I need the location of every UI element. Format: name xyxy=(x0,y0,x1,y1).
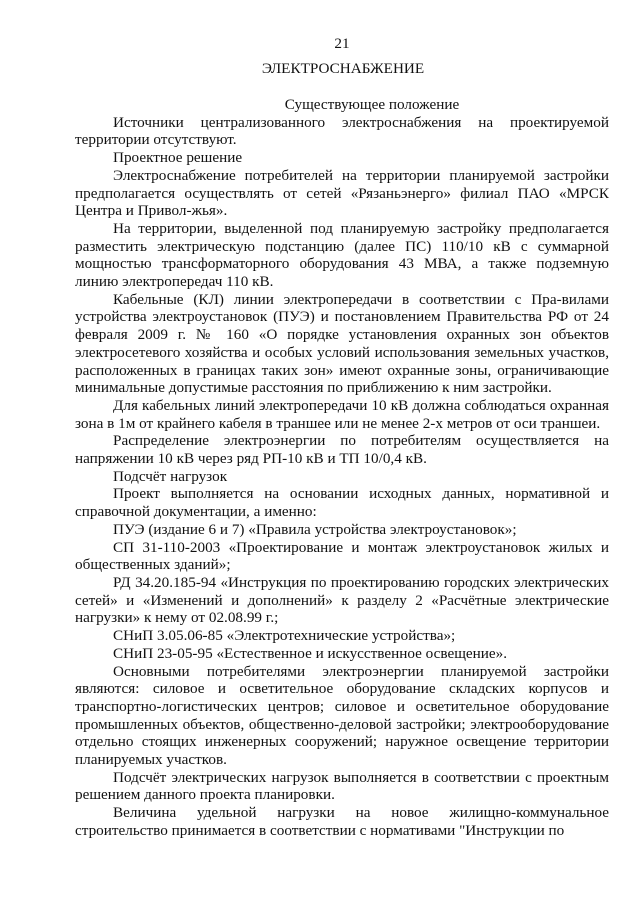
reference-item: СНиП 3.05.06-85 «Электротехнические устройства»; xyxy=(113,627,456,645)
paragraph: Распределение электроэнергии по потребителям осуществляется на напряжении 10 кВ через ряд РП-10 кВ и ТП 10/0,4 кВ. xyxy=(75,432,609,468)
paragraph: На территории, выделенной под планируемую застройку предполагается разместить электрическую подстанцию (далее ПС) 110/10 кВ с суммарной мощностью трансформаторного оборудования 43 МВА, а также подземную линию электропередач 110 кВ. xyxy=(75,219,609,291)
subheading-existing-state: Существующее положение xyxy=(284,96,460,113)
subheading-project-solution: Проектное решение xyxy=(113,149,243,167)
document-body xyxy=(75,96,609,840)
subheading-load-calculation: Подсчёт нагрузок xyxy=(113,467,228,485)
paragraph: Источники централизованного электроснабжения на проектируемой территории отсутствуют. xyxy=(75,113,609,149)
reference-item: ПУЭ (издание 6 и 7) «Правила устройства электроустановок»; xyxy=(113,520,517,538)
paragraph: Кабельные (КЛ) линии электропередачи в соответствии с Пра-вилами устройства электроустановок (ПУЭ) и постановлением Правительства РФ от 24 февраля 2009 г. № 160 «О порядке установления охранных зон объектов электросетевого хозяйства и особых условий использования земельных участков, расположенных в границах таких зон» имеют охранные зоны, ограничивающие минимальные допустимые расстояния по приближению к ним застройки. xyxy=(75,290,609,397)
paragraph: Основными потребителями электроэнергии планируемой застройки являются: силовое и осветительное оборудование складских корпусов и транспортно-логистических центров; силовое и осветительное оборудование промышленных объектов, общественно-деловой застройки; электрооборудование отдельно стоящих инженерных сооружений; наружное освещение территории планируемых участков. xyxy=(75,662,609,769)
paragraph: Подсчёт электрических нагрузок выполняется в соответствии с проектным решением данного проекта планировки. xyxy=(75,768,609,804)
page-number: 21 xyxy=(334,35,350,52)
paragraph: Проект выполняется на основании исходных данных, нормативной и справочной документации, а именно: xyxy=(75,485,609,521)
reference-item: РД 34.20.185-94 «Инструкция по проектированию городских электрических сетей» и «Изменений и дополнений» к разделу 2 «Расчётные электрические нагрузки» к нему от 02.08.99 г.; xyxy=(75,573,609,627)
paragraph: Для кабельных линий электропередачи 10 кВ должна соблюдаться охранная зона в 1м от крайнего кабеля в траншее или не менее 2-х метров от оси траншеи. xyxy=(75,396,609,432)
paragraph: Величина удельной нагрузки на новое жилищно-коммунальное строительство принимается в соответствии с нормативами "Инструкции по xyxy=(75,804,609,839)
reference-item: СНиП 23-05-95 «Естественное и искусственное освещение». xyxy=(113,644,508,662)
section-title: ЭЛЕКТРОСНАБЖЕНИЕ xyxy=(261,60,425,77)
reference-item: СП 31-110-2003 «Проектирование и монтаж электроустановок жилых и общественных зданий»; xyxy=(75,538,609,574)
paragraph: Электроснабжение потребителей на территории планируемой застройки предполагается осуществлять от сетей «Рязаньэнерго» филиал ПАО «МРСК Центра и Привол-жья». xyxy=(75,166,609,220)
